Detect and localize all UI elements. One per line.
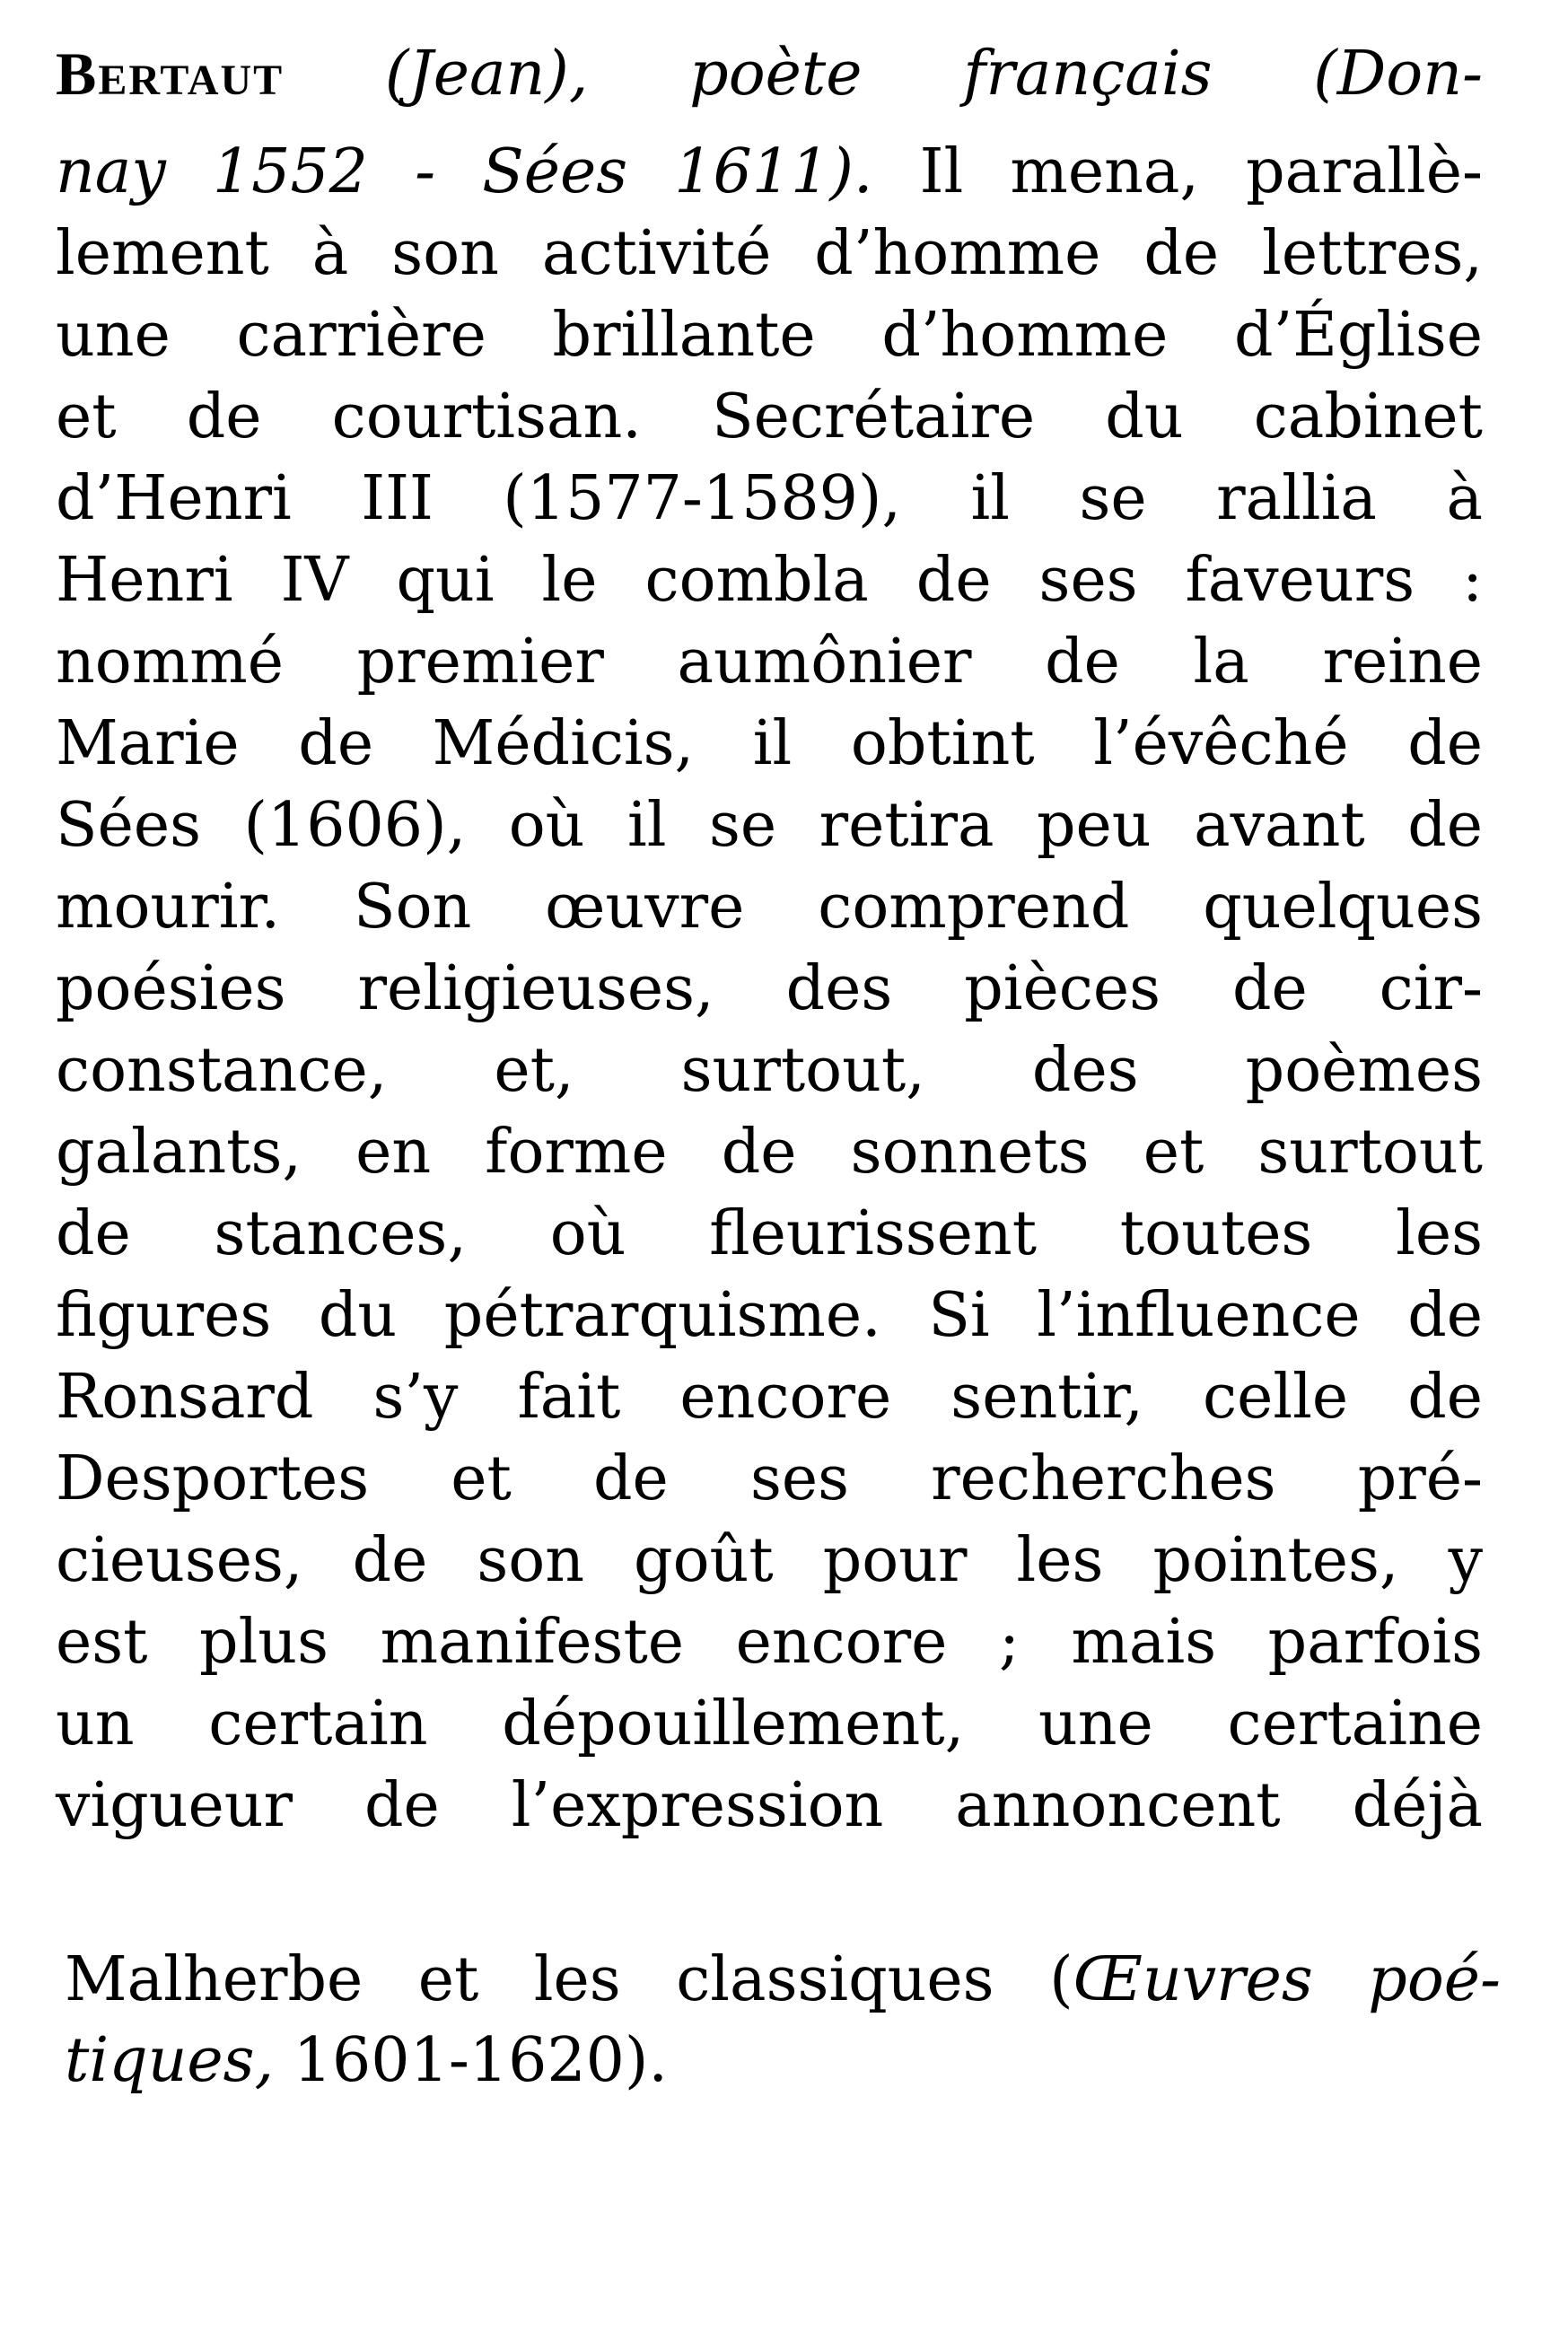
entry-continuation-line-2: [65, 2020, 1501, 2102]
entry-line: est plus manifeste encore ; mais parfois: [56, 1607, 1483, 1678]
entry-line: cieuses, de son goût pour les pointes, y: [56, 1525, 1483, 1596]
entry-line-2: [56, 131, 1483, 214]
entry-line-1: [56, 32, 1483, 116]
entry-line: une carrière brillante d’homme d’Église: [56, 300, 1483, 371]
continuation-dates: 1601-1620).: [274, 2025, 669, 2096]
entry-line: poésies religieuses, des pièces de cir-: [56, 953, 1483, 1024]
entry-line: Sées (1606), où il se retira peu avant de: [56, 790, 1483, 861]
entry-line: d’Henri III (1577-1589), il se rallia à: [56, 463, 1483, 534]
continuation-work-title: Œuvres poé-: [1073, 1944, 1501, 2015]
entry-line: galants, en forme de sonnets et surtout: [56, 1117, 1483, 1188]
entry-subtitle: (Jean), poète français (Don-: [384, 39, 1483, 110]
entry-dates: nay 1552 - Sées 1611).: [56, 136, 873, 207]
entry-body-start: Il mena, parallè-: [919, 136, 1483, 207]
entry-line: Henri IV qui le combla de ses faveurs :: [56, 545, 1483, 616]
entry-line: et de courtisan. Secrétaire du cabinet: [56, 382, 1483, 452]
entry-line: constance, et, surtout, des poèmes: [56, 1035, 1483, 1106]
entry-line: Desportes et de ses recherches pré-: [56, 1443, 1483, 1514]
continuation-text: Malherbe et les classiques (: [65, 1944, 1073, 2015]
entry-continuation-line-1: [65, 1939, 1501, 2022]
entry-line: de stances, où fleurissent toutes les: [56, 1198, 1483, 1269]
entry-line: Ronsard s’y fait encore sentir, celle de: [56, 1362, 1483, 1433]
entry-line: nommé premier aumônier de la reine: [56, 627, 1483, 697]
continuation-work-title-end: tiques,: [65, 2025, 275, 2096]
entry-line: un certain dépouillement, une certaine: [56, 1689, 1483, 1759]
entry-line: Marie de Médicis, il obtint l’évêché de: [56, 708, 1483, 779]
entry-line: figures du pétrarquisme. Si l’influence de: [56, 1280, 1483, 1351]
entry-line: vigueur de l’expression annoncent déjà: [56, 1770, 1483, 1841]
entry-line: mourir. Son œuvre comprend quelques: [56, 872, 1483, 943]
entry-headword: Bertaut: [56, 39, 285, 108]
entry-line: lement à son activité d’homme de lettres,: [56, 218, 1483, 289]
